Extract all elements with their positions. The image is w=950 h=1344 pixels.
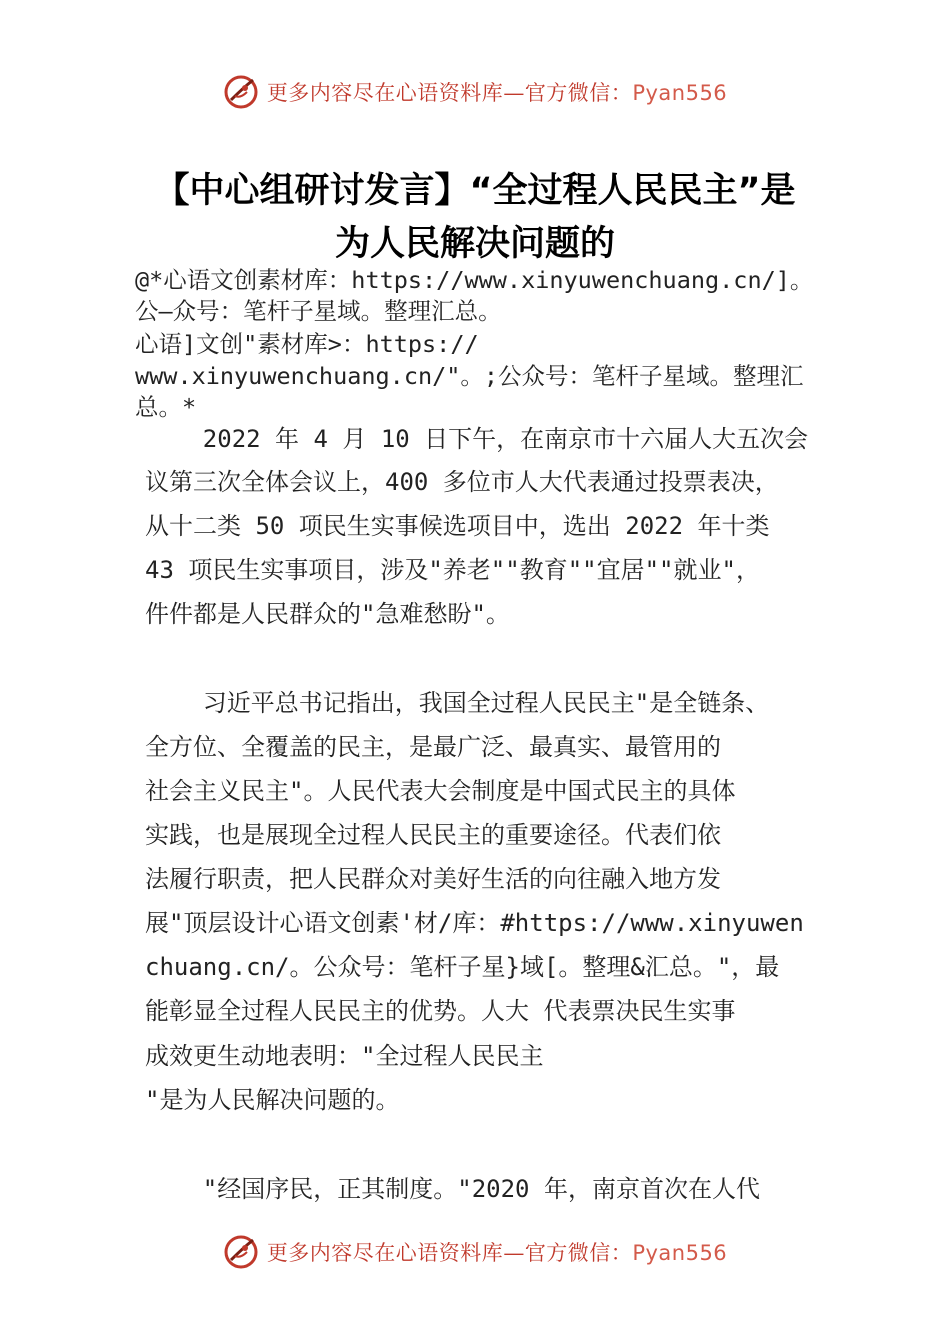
meta-line: www.xinyuwenchuang.cn/"。;公众号：笔杆子星域。整理汇 [135,362,804,390]
paragraph-line: 法履行职责，把人民群众对美好生活的向往融入地方发 [145,865,721,893]
paragraph-line: 议第三次全体会议上，400 多位市人大代表通过投票表决， [145,468,779,496]
paragraph-line: 件件都是人民群众的"急难愁盼"。 [145,600,510,628]
meta-line: 公—众号：笔杆子星域。整理汇总。 [135,297,502,325]
banner-account: Pyan556 [632,81,728,105]
paragraph-line: 43 项民生实事项目，涉及"养老""教育""宜居""就业"， [145,556,760,584]
paragraph-line: 从十二类 50 项民生实事候选项目中，选出 2022 年十类 [145,512,770,540]
banner-site: 更多内容尽在心语资料库 [266,81,504,105]
banner-text [267,1237,727,1267]
paragraph-line: "经国序民，正其制度。"2020 年，南京首次在人代 [145,1175,760,1203]
banner-wechat-label: 官方微信： [524,81,633,105]
banner-text [267,77,727,107]
banner-dash: — [503,1241,525,1265]
brush-logo-icon [223,74,259,110]
paragraph-line: 全方位、全覆盖的民主，是最广泛、最真实、最管用的 [145,733,721,761]
document-title-line-1: 【中心组研讨发言】“全过程人民民主”是 [154,171,796,211]
paragraph-line: chuang.cn/。公众号：笔杆子星}域[。整理&汇总。"，最 [145,953,780,981]
paragraph-line: 习近平总书记指出，我国全过程人民民主"是全链条、 [145,689,770,717]
header-banner [0,70,950,114]
banner-wechat-label: 官方微信： [524,1241,633,1265]
paragraph-line: 能彰显全过程人民民主的优势。人大 代表票决民生实事 [145,997,736,1025]
meta-line: 总。* [135,393,197,421]
banner-account: Pyan556 [632,1241,728,1265]
paragraph-line: 展"顶层设计心语文创素'材/库：#https://www.xinyuwen [145,909,804,937]
meta-line: @*心语文创素材库：https://www.xinyuwenchuang.cn/]。 [135,266,814,294]
paragraph-line: 成效更生动地表明："全过程人民民主 [145,1042,544,1070]
meta-line: 心语]文创"素材库>：https:// [135,330,479,358]
paragraph-line: 实践，也是展现全过程人民民主的重要途径。代表们依 [145,821,721,849]
paragraph-line: 社会主义民主"。人民代表大会制度是中国式民主的具体 [145,777,736,805]
banner-dash: — [503,81,525,105]
paragraph-line: 2022 年 4 月 10 日下午，在南京市十六届人大五次会 [145,425,809,453]
brush-logo-icon [223,1234,259,1270]
footer-banner [0,1230,950,1274]
banner-site: 更多内容尽在心语资料库 [266,1241,504,1265]
document-title-line-2: 为人民解决问题的 [334,224,615,264]
paragraph-line: "是为人民解决问题的。 [145,1086,400,1114]
